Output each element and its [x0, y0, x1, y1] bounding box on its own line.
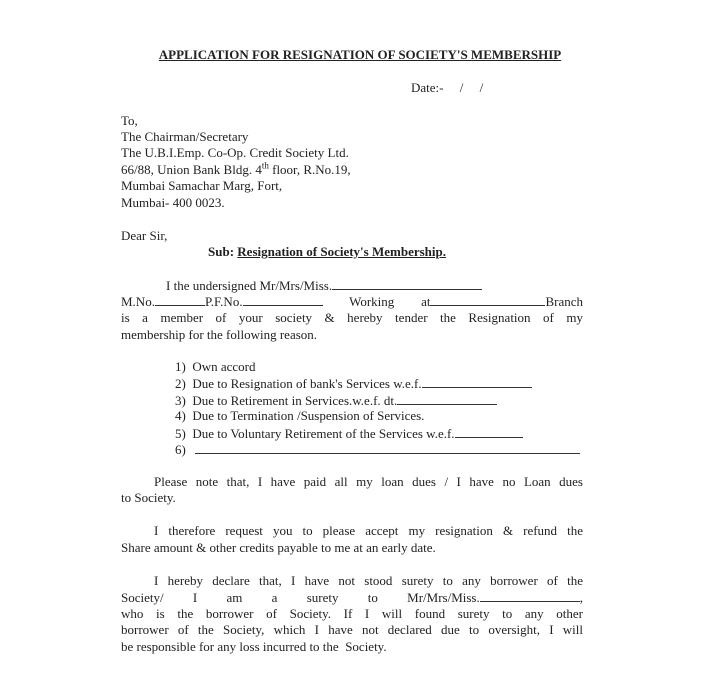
para2-line2: to Society.: [121, 490, 176, 505]
para1-text: I the undersigned Mr/Mrs/Miss.: [166, 278, 333, 293]
address-text: 66/88, Union Bank Bldg. 4: [121, 162, 262, 177]
address-line: The Chairman/Secretary: [121, 129, 249, 144]
address-to: To,: [121, 113, 138, 128]
branch-blank[interactable]: [430, 293, 545, 306]
reason-text: 2) Due to Resignation of bank's Services w.e.f.: [175, 376, 422, 391]
para4-line5: be responsible for any loss incurred to the Society.: [121, 639, 387, 654]
para4-line2: [121, 589, 583, 605]
reason-item: 1) Own accord: [175, 359, 256, 374]
pfno-blank[interactable]: [243, 293, 323, 306]
reason-blank[interactable]: [422, 375, 532, 388]
subject-label: Sub:: [208, 244, 238, 259]
para3-line2: Share amount & other credits payable to me at an early date.: [121, 540, 436, 555]
address-line: The U.B.I.Emp. Co-Op. Credit Society Ltd.: [121, 145, 349, 160]
para4-line4: borrower of the Society, which I have not declared due to oversight, I will: [121, 622, 583, 637]
document-title: APPLICATION FOR RESIGNATION OF SOCIETY'S MEMBERSHIP: [158, 47, 562, 62]
reason-text: 6): [175, 442, 186, 457]
address-line: Mumbai- 400 0023.: [121, 195, 225, 210]
para4-line3: who is the borrower of Society. If I will found surety to any other: [121, 606, 583, 621]
para4-text: Society/ I am a surety to Mr/Mrs/Miss.: [121, 590, 480, 605]
salutation: Dear Sir,: [121, 228, 168, 243]
address-line: Mumbai Samachar Marg, Fort,: [121, 178, 283, 193]
reason-blank[interactable]: [397, 392, 497, 405]
mno-blank[interactable]: [155, 293, 205, 306]
address-line: [121, 162, 351, 178]
para1-line2: [121, 293, 583, 309]
reason-item: [175, 441, 580, 457]
name-blank[interactable]: [332, 277, 482, 290]
address-text: floor, R.No.19,: [268, 162, 351, 177]
para1-line3: is a member of your society & hereby tender the Resignation of my: [121, 310, 583, 325]
address-sup: th: [261, 160, 269, 171]
branch-label: Branch: [545, 294, 583, 309]
para1-line1: [166, 277, 482, 293]
para4-line1: I hereby declare that, I have not stood surety to any borrower of the: [154, 573, 583, 588]
reason-item: 4) Due to Termination /Suspension of Services.: [175, 408, 425, 423]
subject-line: [208, 244, 446, 260]
para1-line4: membership for the following reason.: [121, 327, 318, 342]
reason-text: 5) Due to Voluntary Retirement of the Services w.e.f.: [175, 426, 455, 441]
reason-blank[interactable]: [455, 425, 523, 438]
para4-comma: ,: [579, 590, 583, 605]
para2-line1: Please note that, I have paid all my loan dues / I have no Loan dues: [154, 474, 583, 489]
para3-line1: I therefore request you to please accept my resignation & refund the: [154, 523, 583, 538]
mno-label: M.No.: [121, 294, 155, 309]
reason-item: [175, 425, 523, 441]
reason-item: [175, 392, 497, 408]
reason-text: 3) Due to Retirement in Services.w.e.f. dt.: [175, 393, 398, 408]
working-label: Working at: [349, 294, 431, 309]
reason-blank[interactable]: [195, 441, 580, 454]
subject-text: Resignation of Society's Membership.: [237, 244, 446, 259]
surety-blank[interactable]: [480, 589, 580, 602]
reason-item: [175, 375, 532, 391]
date-field: Date:- / /: [411, 80, 484, 95]
pfno-label: P.F.No.: [204, 294, 243, 309]
